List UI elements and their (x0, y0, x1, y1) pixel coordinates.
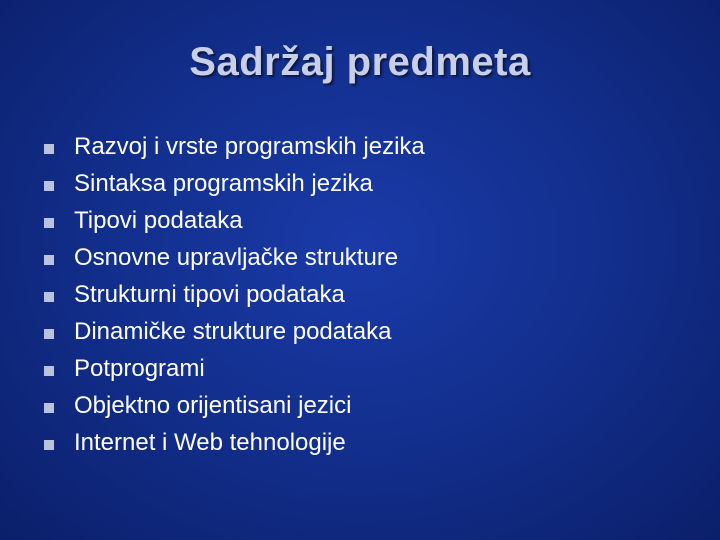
list-item (44, 424, 425, 461)
bullet-text: Strukturni tipovi podataka (74, 280, 345, 308)
square-bullet-icon (44, 292, 54, 302)
list-item (44, 313, 425, 350)
square-bullet-icon (44, 329, 54, 339)
square-bullet-icon (44, 181, 54, 191)
list-item (44, 276, 425, 313)
bullet-text: Osnovne upravljačke strukture (74, 243, 399, 271)
square-bullet-icon (44, 440, 54, 450)
square-bullet-icon (44, 255, 54, 265)
bullet-text: Tipovi podataka (74, 206, 243, 234)
square-bullet-icon (44, 144, 54, 154)
square-bullet-icon (44, 403, 54, 413)
bullet-text: Potprogrami (74, 354, 205, 382)
square-bullet-icon (44, 218, 54, 228)
list-item (44, 165, 425, 202)
bullet-list (44, 128, 425, 461)
list-item (44, 202, 425, 239)
bullet-text: Internet i Web tehnologije (74, 428, 346, 456)
bullet-text: Razvoj i vrste programskih jezika (74, 132, 425, 160)
slide-title: Sadržaj predmeta (189, 40, 531, 84)
list-item (44, 128, 425, 165)
list-item (44, 350, 425, 387)
square-bullet-icon (44, 366, 54, 376)
list-item (44, 239, 425, 276)
list-item (44, 387, 425, 424)
bullet-text: Sintaksa programskih jezika (74, 169, 373, 197)
bullet-text: Dinamičke strukture podataka (74, 317, 392, 345)
bullet-text: Objektno orijentisani jezici (74, 391, 352, 419)
